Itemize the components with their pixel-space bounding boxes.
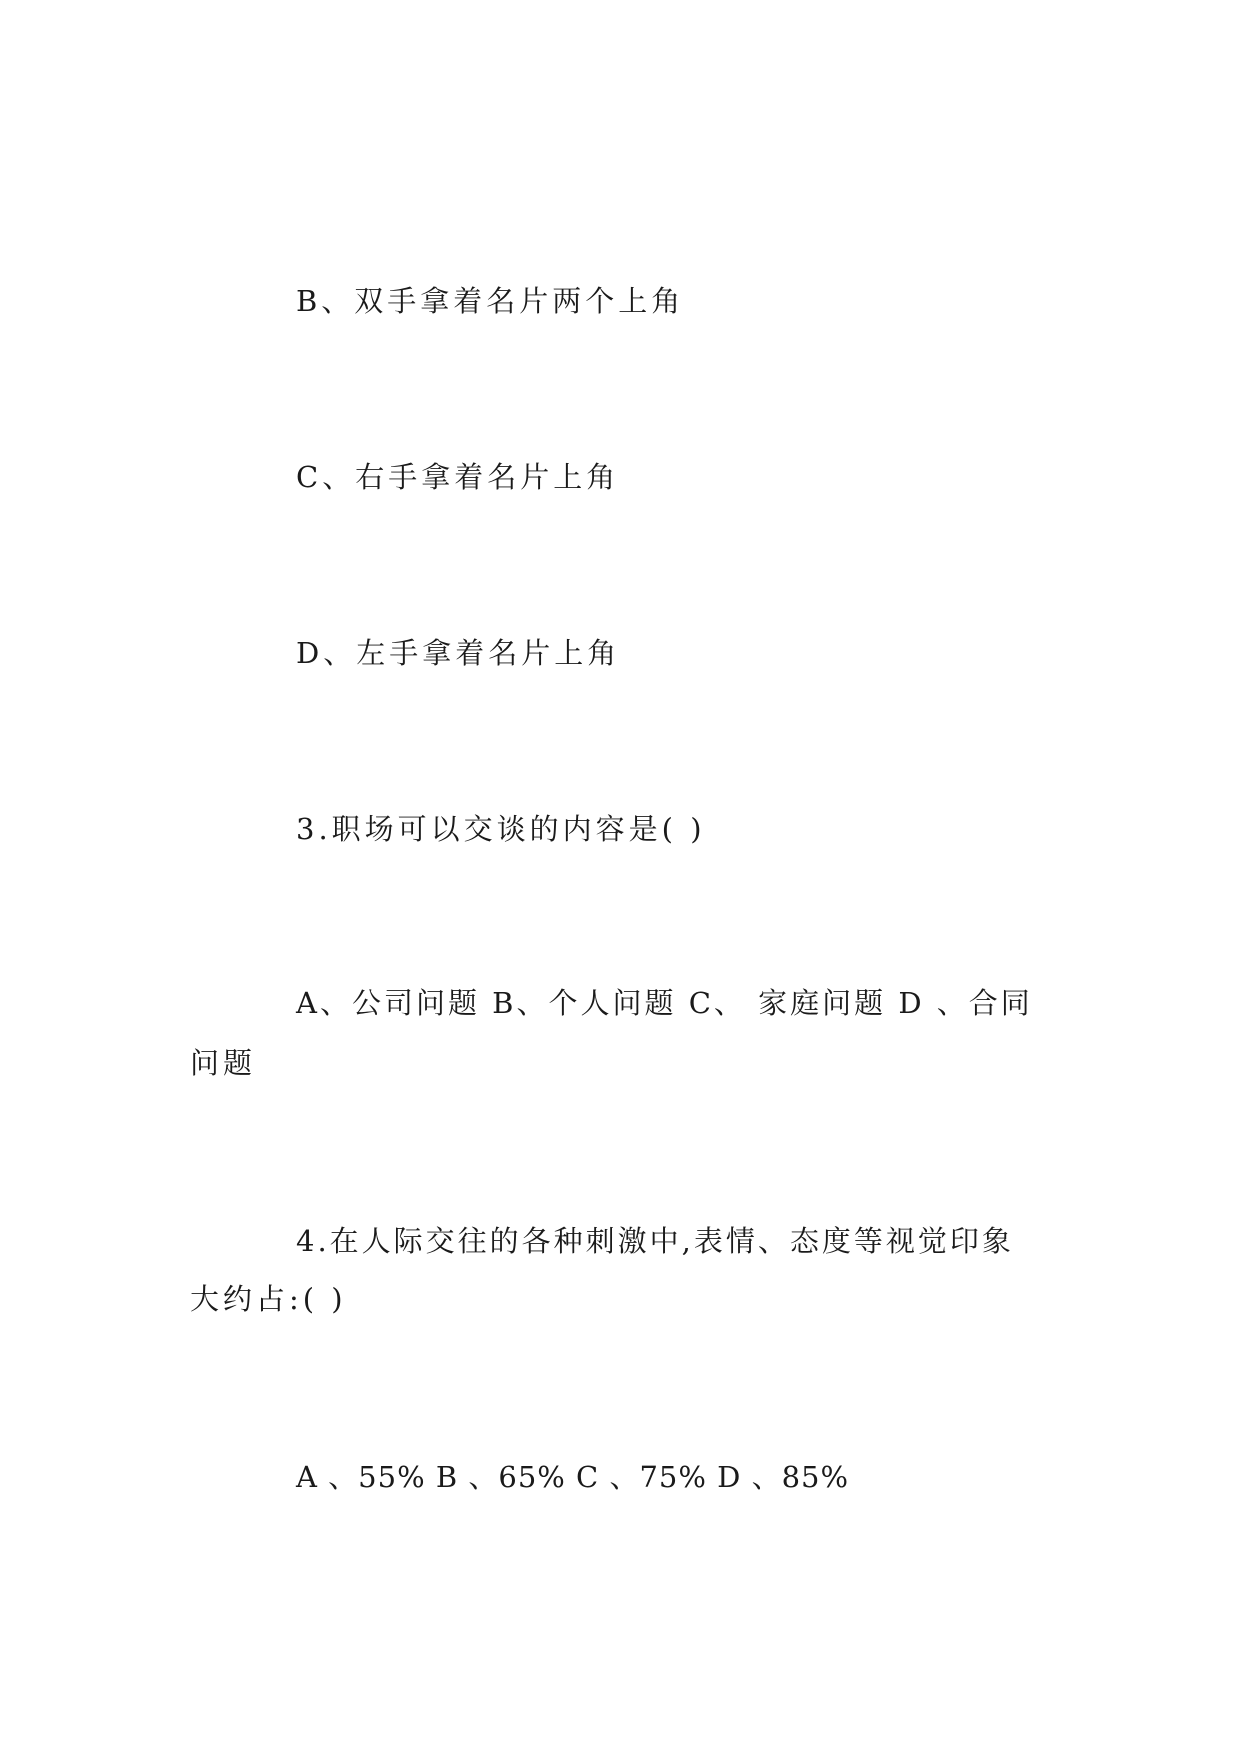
question-3-options-line1: A、公司问题 B、个人问题 C、 家庭问题 D 、合同 — [296, 986, 1033, 1020]
question-4-line1: 4.在人际交往的各种刺激中,表情、态度等视觉印象 — [296, 1224, 1014, 1258]
option-c-q2: C、右手拿着名片上角 — [296, 460, 620, 494]
question-4-options: A 、55% B 、65% C 、75% D 、85% — [296, 1460, 850, 1494]
option-b-q2: B、双手拿着名片两个上角 — [296, 284, 685, 318]
question-3: 3.职场可以交谈的内容是( ) — [296, 812, 706, 846]
option-d-q2: D、左手拿着名片上角 — [296, 636, 621, 670]
question-4-line2: 大约占:( ) — [190, 1282, 347, 1316]
question-3-options-line2: 问题 — [190, 1046, 257, 1080]
